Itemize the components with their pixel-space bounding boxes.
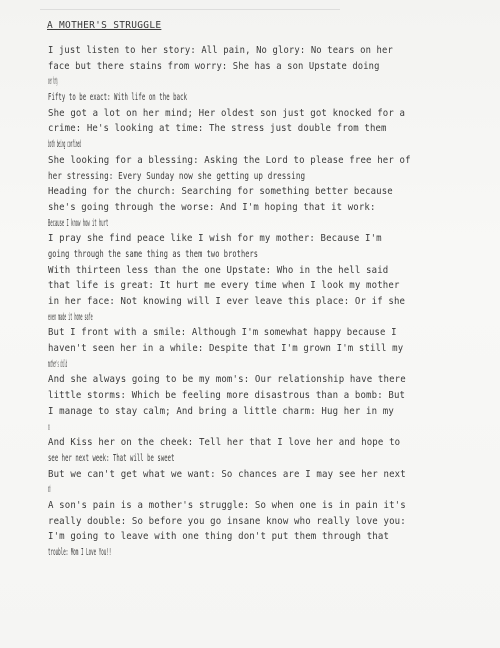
poem-line: With thirteen less than the one Upstate: Who in the hell said xyxy=(48,264,389,276)
poem-line: face but there stains from worry: She has a son Upstate doing xyxy=(48,60,380,72)
poem-line: really double: So before you go insane know who really love you: xyxy=(48,515,406,527)
poem-line: But we can't get what we want: So chances are I may see her next xyxy=(48,468,406,480)
poem-line: her stressing: Every Sunday now she getting up dressing xyxy=(48,170,306,182)
top-edge-line xyxy=(40,9,340,10)
poem-line: Because I know how it hurt xyxy=(48,217,109,229)
poem-line: I manage to stay calm; And bring a little charm: Hug her in my xyxy=(48,405,394,417)
poem-line: haven't seen her in a while: Despite that I'm grown I'm still my xyxy=(48,343,404,355)
poem-line: She looking for a blessing: Asking the Lord to please free her of xyxy=(48,154,411,166)
poem-line: mother's child xyxy=(48,358,68,370)
poem-line: month xyxy=(48,484,51,496)
poem-line: arms xyxy=(48,421,50,433)
poem-line: see her next week: That will be sweet xyxy=(48,452,175,464)
poem-line: A son's pain is a mother's struggle: So when one is in pain it's xyxy=(48,499,406,511)
poem-line: she's going through the worse: And I'm hoping that it work: xyxy=(48,201,376,213)
poem-line: I'm going to leave with one thing don't put them through that xyxy=(48,531,390,543)
poem-line: that life is great: It hurt me every time when I look my mother xyxy=(48,280,400,292)
poem-line: crime: He's looking at time: The stress just double from them xyxy=(48,123,387,135)
poem-line: But I front with a smile: Although I'm somewhat happy because I xyxy=(48,327,397,339)
poem-line: Fifty to be exact: With life on the back xyxy=(48,92,188,104)
poem-line: And she always going to be my mom's: Our relationship have there xyxy=(48,374,406,386)
poem-body xyxy=(48,43,448,561)
poem-line: even made it home safe xyxy=(48,311,93,323)
poem-line: little storms: Which be feeling more disastrous than a bomb: But xyxy=(48,390,406,402)
poem-line: And Kiss her on the cheek: Tell her that I love her and hope to xyxy=(48,437,401,449)
poem-title: A MOTHER'S STRUGGLE xyxy=(47,20,162,31)
poem-line: I just listen to her story: All pain, No glory: No tears on her xyxy=(48,45,393,56)
poem-line: Heading for the church: Searching for something better because xyxy=(48,186,393,198)
poem-line: She got a lot on her mind; Her oldest son just got knocked for a xyxy=(48,107,406,119)
poem-line: I pray she find peace like I wish for my mother: Because I'm xyxy=(48,233,382,245)
poem-line: in her face: Not knowing will I ever leave this place: Or if she xyxy=(48,296,406,307)
poem-line: trouble: Mom I Love You!! xyxy=(48,547,112,558)
poem-line: over forty xyxy=(48,76,58,88)
poem-line: both being confined xyxy=(48,139,82,151)
poem-line: going through the same thing as them two brothers xyxy=(48,248,259,260)
